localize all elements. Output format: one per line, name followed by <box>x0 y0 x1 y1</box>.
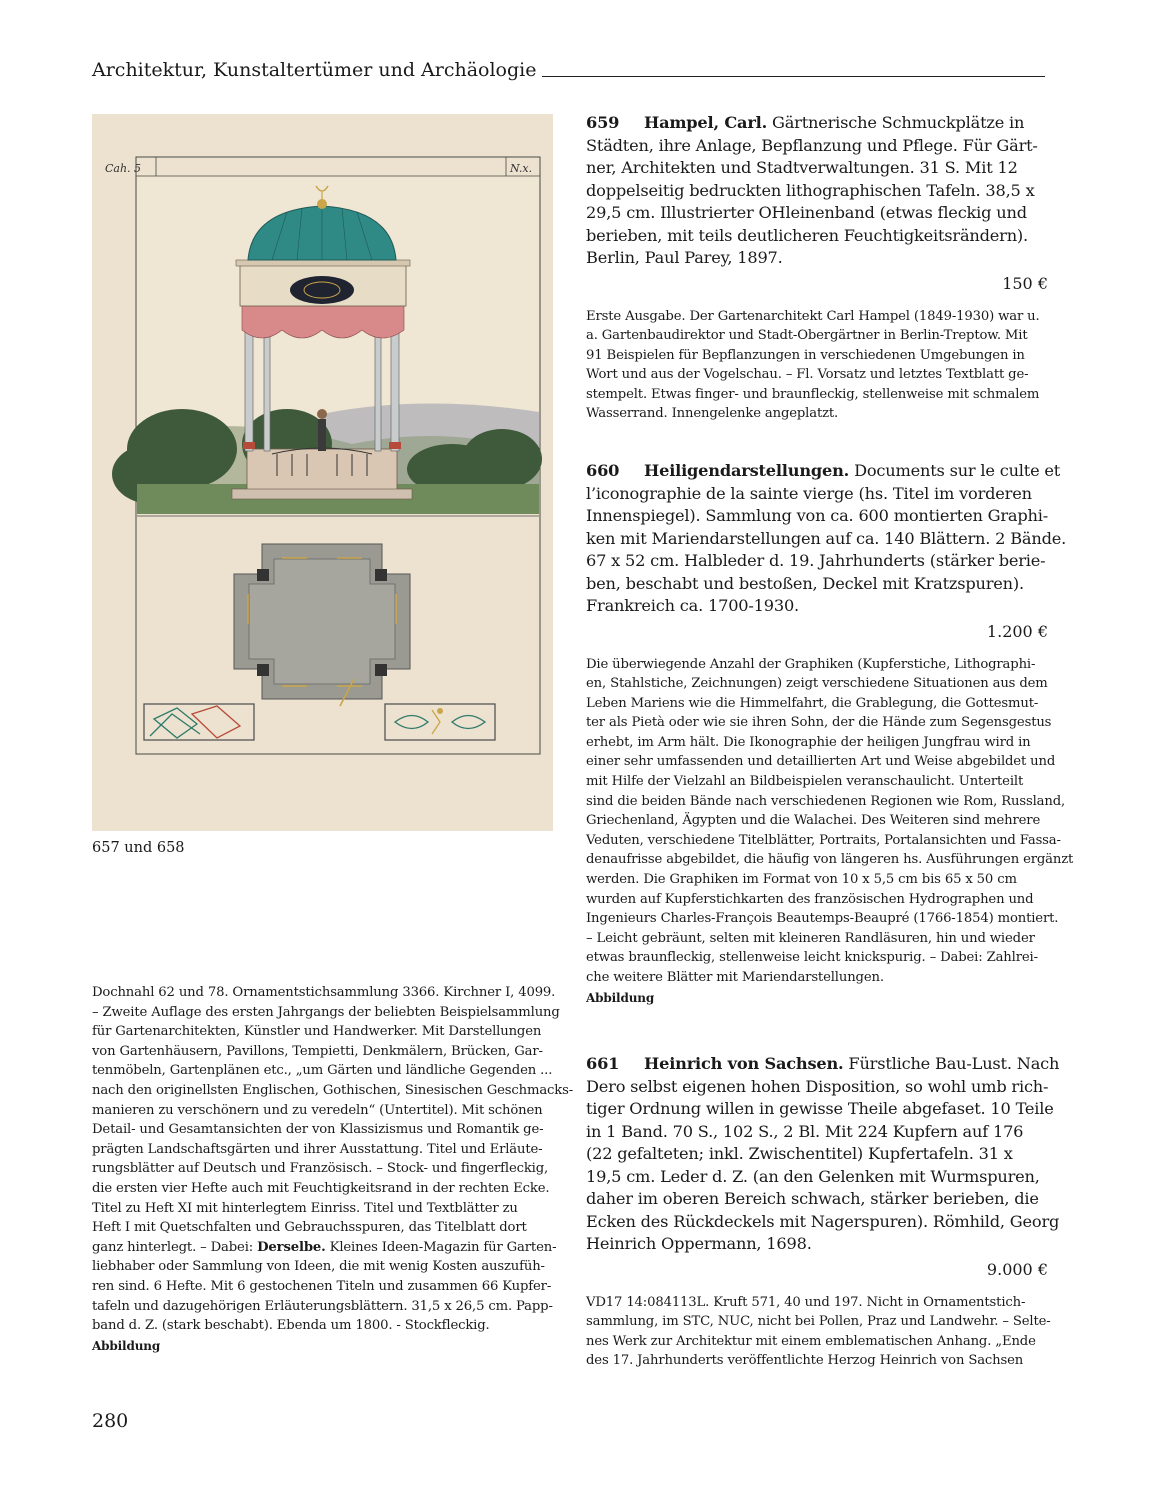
desc-line: wurden auf Kupferstichkarten des französischen Hydrographen und <box>586 891 1034 907</box>
entry-author: Heinrich von Sachsen. <box>644 1054 844 1073</box>
left-column-text <box>92 983 574 1356</box>
catalog-entry-660 <box>586 460 1074 1008</box>
desc-line: a. Gartenbaudirektor und Stadt-Obergärtner in Berlin-Treptow. Mit <box>586 328 1028 344</box>
title-line: Ecken des Rückdeckels mit Nagerspuren). Römhild, Georg <box>586 1211 1060 1231</box>
desc-line: 91 Beispielen für Bepflanzungen in verschiedenen Umgebungen in <box>586 347 1025 363</box>
title-line: Innenspiegel). Sammlung von ca. 600 montierten Graphi- <box>586 506 1049 525</box>
title-line: ken mit Mariendarstellungen auf ca. 140 Blättern. 2 Bände. <box>586 528 1067 548</box>
text-line: für Gartenarchitekten, Künstler und Handwerker. Mit Darstellungen <box>92 1024 542 1040</box>
title-segment: Fürstliche Bau-Lust. Nach <box>843 1054 1060 1073</box>
entry-description <box>586 655 1074 1009</box>
desc-line: einer sehr umfassenden und detaillierten Art und Weise abgebildet und <box>586 754 1056 770</box>
entry-title <box>586 460 1067 618</box>
catalog-entry-659 <box>586 112 1048 424</box>
desc-line: sind die beiden Bände nach verschiedenen Regionen wie Rom, Russland, <box>586 793 1066 809</box>
text-line: liebhaber oder Sammlung von Ideen, die mit wenig Kosten auszufüh- <box>92 1259 545 1275</box>
desc-line: en, Stahlstiche, Zeichnungen) zeigt verschiedene Situationen aus dem <box>586 676 1048 692</box>
desc-line: sammlung, im STC, NUC, nicht bei Pollen, Praz und Landwehr. – Selte- <box>586 1314 1051 1330</box>
title-segment: Documents sur le culte et <box>849 461 1061 480</box>
title-line: ben, beschabt und bestoßen, Deckel mit Kratzspuren). <box>586 573 1024 593</box>
entry-author: Hampel, Carl. <box>644 113 768 132</box>
title-line: (22 gefalteten; inkl. Zwischentitel) Kupfertafeln. 31 x <box>586 1144 1013 1163</box>
abbildung-label: Abbildung <box>92 1338 161 1353</box>
lot-number: 660 <box>586 461 620 480</box>
text-line: Titel zu Heft XI mit hinterlegtem Einriss. Titel und Textblätter zu <box>92 1200 518 1216</box>
lot-price: 1.200 € <box>986 621 1048 641</box>
entry-author: Heiligendarstellungen. <box>644 461 850 480</box>
desc-line: Leben Mariens wie die Himmelfahrt, die Grablegung, die Gottesmut- <box>586 695 1039 711</box>
engraving-plate <box>92 114 553 831</box>
desc-line: werden. Die Graphiken im Format von 10 x 5,5 cm bis 65 x 50 cm <box>586 872 1017 888</box>
text-line: die ersten vier Hefte auch mit Feuchtigkeitsrand in der rechten Ecke. <box>92 1180 550 1196</box>
desc-line: nes Werk zur Architektur mit einem emblematischen Anhang. „Ende <box>586 1333 1036 1349</box>
text-line: ren sind. 6 Hefte. Mit 6 gestochenen Titeln und zusammen 66 Kupfer- <box>92 1278 552 1294</box>
plate-corner-right: N.x. <box>510 162 533 175</box>
title-line: in 1 Band. 70 S., 102 S., 2 Bl. Mit 224 Kupfern auf 176 <box>586 1121 1024 1141</box>
desc-line: etwas braunfleckig, stellenweise leicht knickspurig. – Dabei: Zahlrei- <box>586 950 1038 966</box>
text-line: tafeln und dazugehörigen Erläuterungsblättern. 31,5 x 26,5 cm. Papp- <box>92 1298 553 1314</box>
title-line: l’iconographie de la sainte vierge (hs. Titel im vorderen <box>586 483 1032 503</box>
title-segment: Gärtnerische Schmuckplätze in <box>767 113 1025 132</box>
desc-line: che weitere Blätter mit Mariendarstellungen. <box>586 970 884 985</box>
text-line: prägten Landschaftsgärten und ihrer Ausstattung. Titel und Erläute- <box>92 1141 543 1157</box>
text-line <box>92 1238 557 1258</box>
desc-line: Erste Ausgabe. Der Gartenarchitekt Carl Hampel (1849-1930) war u. <box>586 308 1040 324</box>
text-line: Heft I mit Quetschfalten und Gebrauchsspuren, das Titelblatt dort <box>92 1220 527 1236</box>
abbildung-label: Abbildung <box>586 990 655 1005</box>
title-line: 67 x 52 cm. Halbleder d. 19. Jahrhunderts (stärker berie- <box>586 551 1046 570</box>
title-line: daher im oberen Bereich schwach, stärker berieben, die <box>586 1189 1039 1208</box>
lot-price: 150 € <box>1002 273 1048 293</box>
title-line: Frankreich ca. 1700-1930. <box>586 596 800 615</box>
title-line: Berlin, Paul Parey, 1897. <box>586 248 783 267</box>
header-rule <box>542 76 1045 77</box>
title-line: 19,5 cm. Leder d. Z. (an den Gelenken mit Wurmspuren, <box>586 1166 1040 1186</box>
lot-number: 661 <box>586 1054 620 1073</box>
entry-description <box>586 1293 1051 1371</box>
desc-line: Ingenieurs Charles-François Beautemps-Beaupré (1766-1854) montiert. <box>586 911 1059 927</box>
page-number: 280 <box>92 1410 129 1432</box>
text-line: band d. Z. (stark beschabt). Ebenda um 1800. - Stockfleckig. <box>92 1318 490 1334</box>
title-line: doppelseitig bedruckten lithographischen Tafeln. 38,5 x <box>586 180 1035 200</box>
desc-line: Wort und aus der Vogelschau. – Fl. Vorsatz und letztes Textblatt ge- <box>586 367 1029 383</box>
text-line: Detail- und Gesamtansichten der von Klassizismus und Romantik ge- <box>92 1122 544 1138</box>
desc-line: VD17 14:084113L. Kruft 571, 40 und 197. Nicht in Ornamentstich- <box>586 1294 1026 1310</box>
desc-line: Griechenland, Ägypten und die Walachei. Des Weiteren sind mehrere <box>586 813 1041 829</box>
desc-line: Veduten, verschiedene Titelblätter, Portraits, Portalansichten und Fassa- <box>586 832 1061 848</box>
running-header <box>92 58 1045 82</box>
title-line: Heinrich Oppermann, 1698. <box>586 1234 812 1253</box>
text-line: tenmöbeln, Gartenplänen etc., „um Gärten und ländliche Gegenden ... <box>92 1063 553 1079</box>
desc-line: ter als Pietà oder wie sie ihren Sohn, der die Hände zum Segensgestus <box>586 715 1052 731</box>
lot-price: 9.000 € <box>986 1259 1048 1279</box>
title-line: 29,5 cm. Illustrierter OHleinenband (etwas fleckig und <box>586 203 1027 222</box>
desc-line: Wasserrand. Innengelenke angeplatzt. <box>586 406 839 422</box>
text-line: – Zweite Auflage des ersten Jahrgangs der beliebten Beispielsammlung <box>92 1004 560 1020</box>
title-line: ner, Architekten und Stadtverwaltungen. 31 S. Mit 12 <box>586 158 1018 177</box>
title-line: berieben, mit teils deutlicheren Feuchtigkeitsrändern). <box>586 225 1028 245</box>
text-line: von Gartenhäusern, Pavillons, Tempietti, Denkmälern, Brücken, Gar- <box>92 1043 543 1059</box>
text-segment: ganz hinterlegt. – Dabei: <box>92 1239 258 1255</box>
title-line: tiger Ordnung willen in gewisse Theile abgefaset. 10 Teile <box>586 1099 1054 1118</box>
desc-line: stempelt. Etwas finger- und braunfleckig, stellenweise mit schmalem <box>586 386 1040 402</box>
desc-line: Die überwiegende Anzahl der Graphiken (Kupferstiche, Lithographi- <box>586 656 1036 672</box>
plate-corner-left: Cah. 5 <box>105 162 142 175</box>
desc-line: erhebt, im Arm hält. Die Ikonographie der heiligen Jungfrau wird in <box>586 734 1031 750</box>
title-line: Städten, ihre Anlage, Bepflanzung und Pflege. Für Gärt- <box>586 135 1038 155</box>
entry-title <box>586 1053 1060 1256</box>
section-title: Architektur, Kunstaltertümer und Archäologie <box>92 59 537 81</box>
plate-caption: 657 und 658 <box>92 840 185 856</box>
desc-line: denaufrisse abgebildet, die häufig von längeren hs. Ausführungen ergänzt <box>586 852 1074 868</box>
desc-line: mit Hilfe der Vielzahl an Bildbeispielen veranschaulicht. Unterteilt <box>586 774 1024 790</box>
entry-description <box>586 307 1048 425</box>
text-line: manieren zu verschönern und zu veredeln“ (Untertitel). Mit schönen <box>92 1102 543 1118</box>
desc-line: – Leicht gebräunt, selten mit kleineren Randläsuren, hin und wieder <box>586 930 1035 946</box>
pavilion-engraving <box>92 114 553 831</box>
text-segment: Kleines Ideen-Magazin für Garten- <box>325 1239 557 1255</box>
catalog-entry-661 <box>586 1053 1060 1371</box>
entry-title <box>586 112 1048 270</box>
title-line: Dero selbst eigenen hohen Disposition, so wohl umb rich- <box>586 1076 1049 1096</box>
desc-line: des 17. Jahrhunderts veröffentlichte Herzog Heinrich von Sachsen <box>586 1353 1024 1369</box>
text-line: rungsblätter auf Deutsch und Französisch. – Stock- und fingerfleckig, <box>92 1161 549 1177</box>
text-line: Dochnahl 62 und 78. Ornamentstichsammlung 3366. Kirchner I, 4099. <box>92 985 556 1000</box>
bold-reference: Derselbe. <box>257 1239 326 1255</box>
lot-number: 659 <box>586 113 620 132</box>
text-line: nach den originellsten Englischen, Gothischen, Sinesischen Geschmacks- <box>92 1082 574 1098</box>
